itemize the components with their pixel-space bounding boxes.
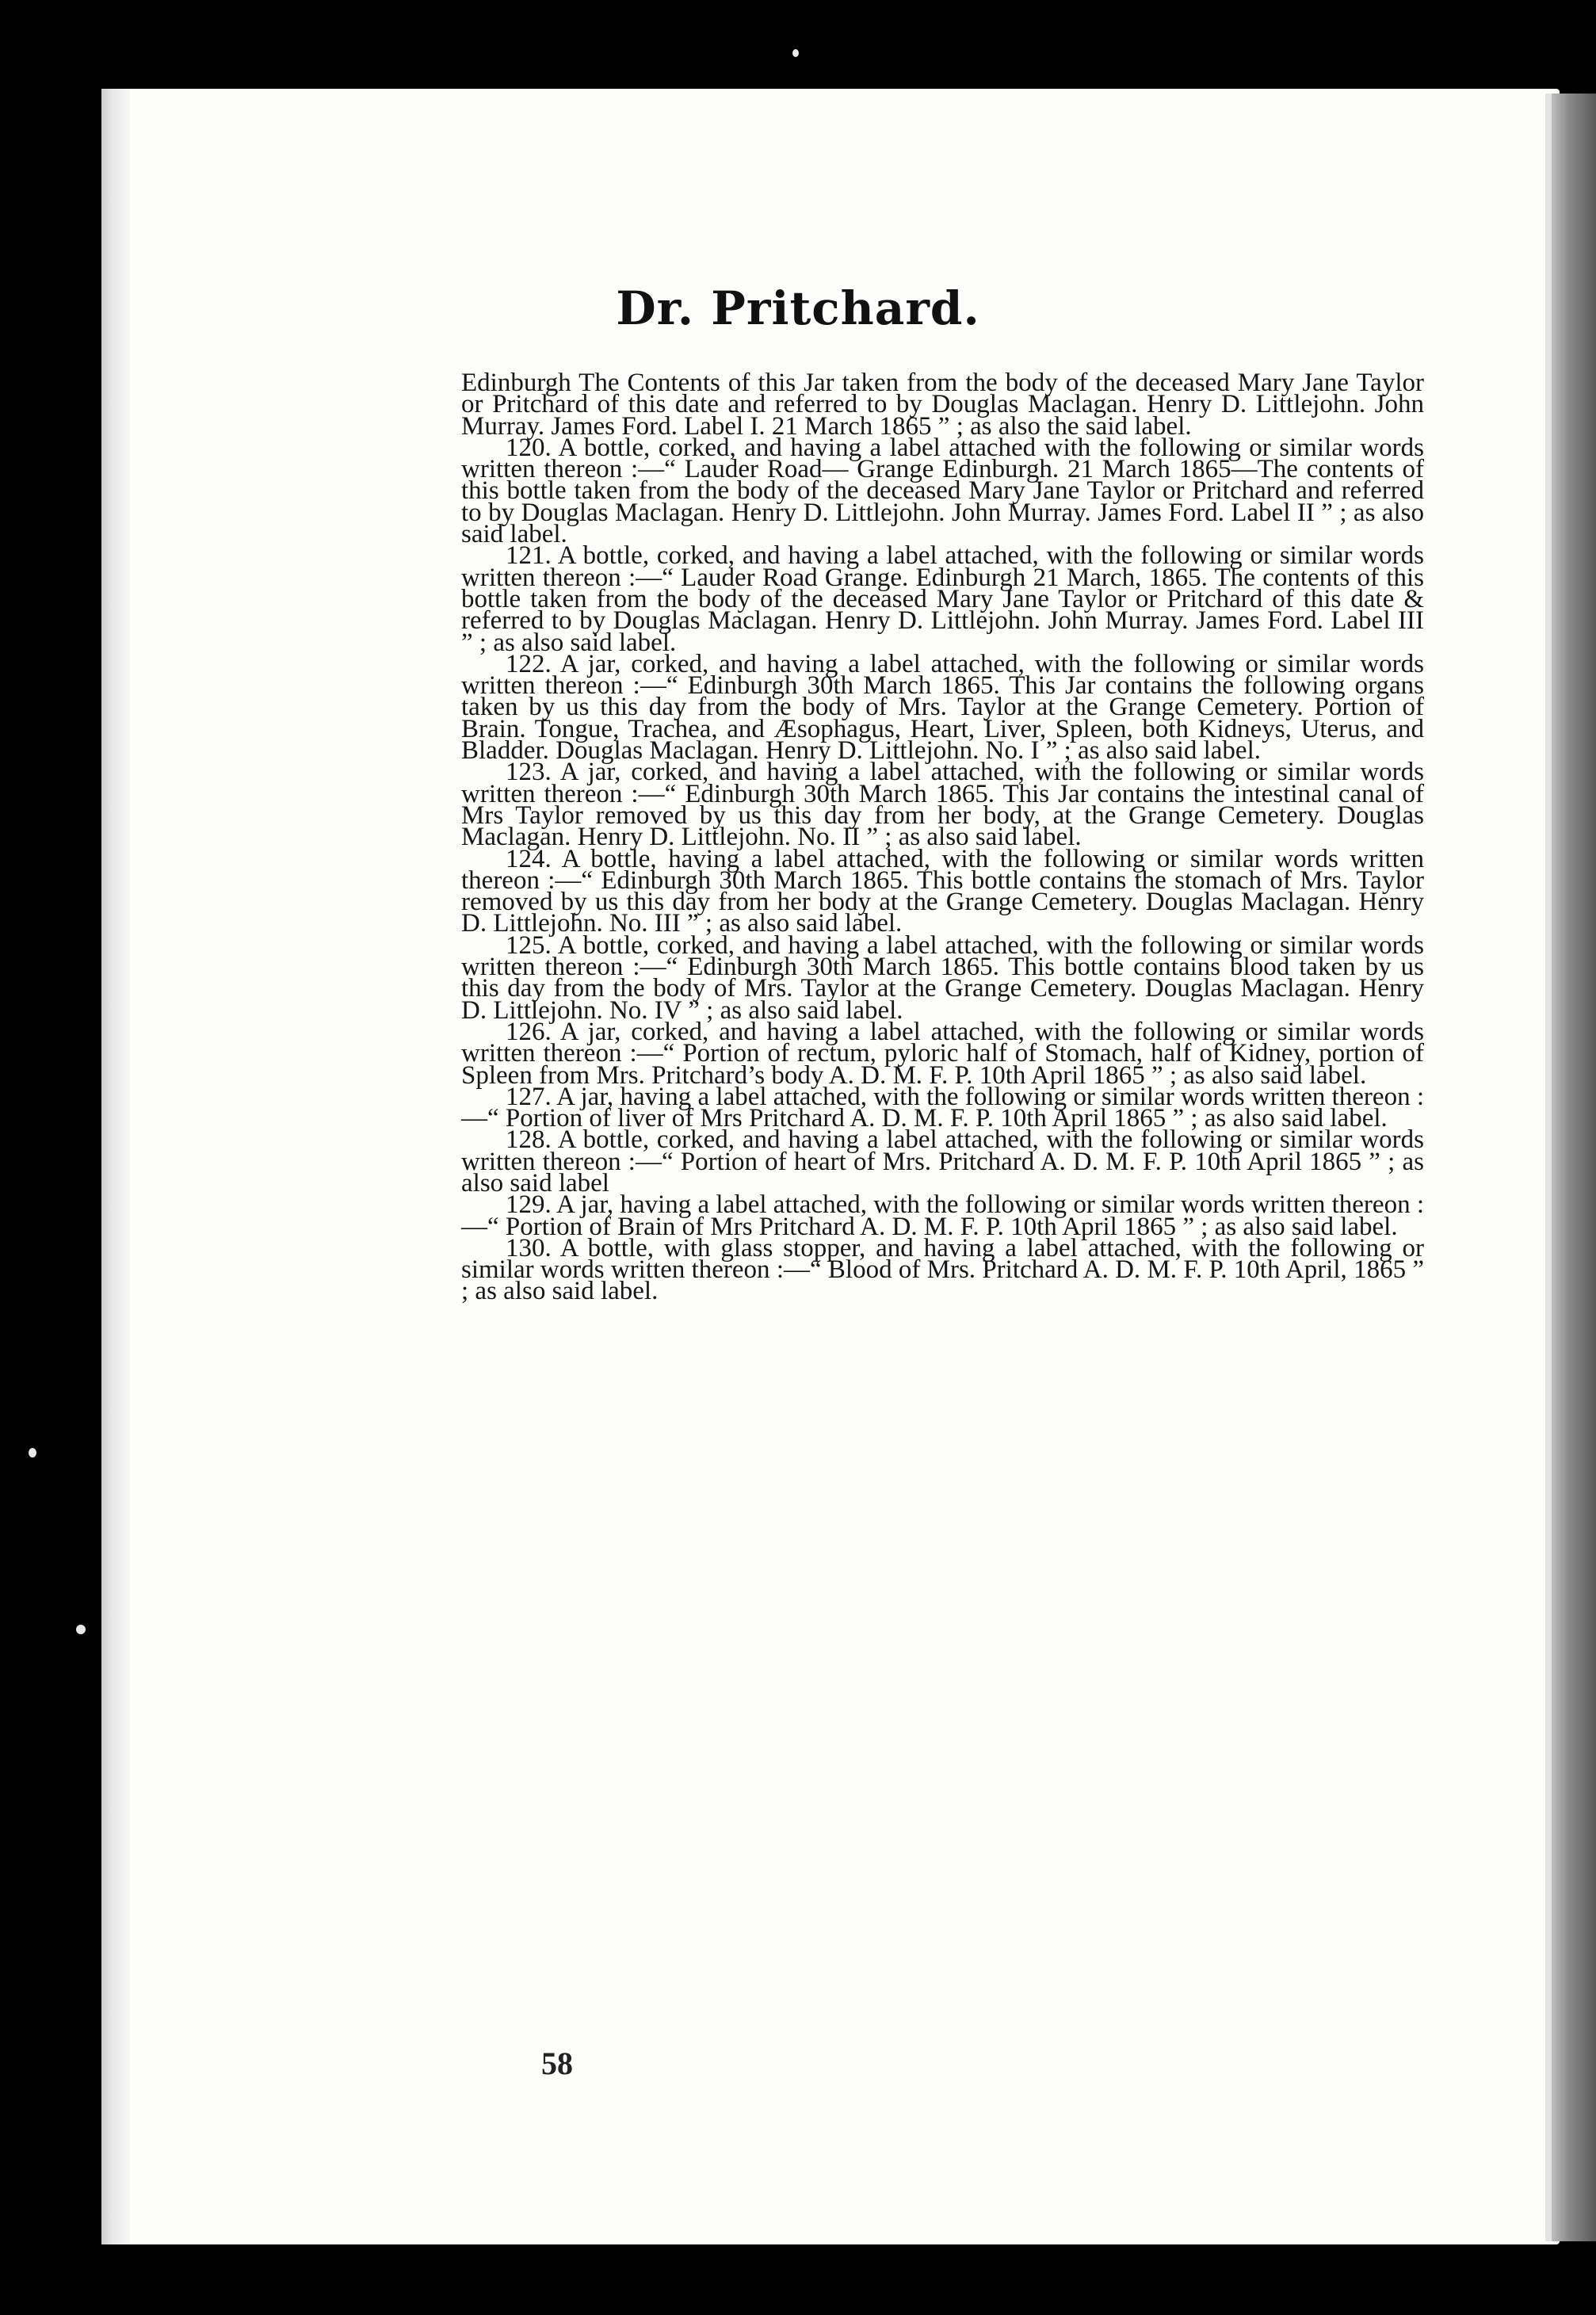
paragraph-item-123: 123. A jar, corked, and having a label attached, with the following or similar words written thereon :—“ Edinburgh 30th March 1865. This Jar contains the intestinal canal of Mrs Taylor removed by us this day from her body, at the Grange Cemetery. Douglas Maclagan. Henry D. Littlejohn. No. II ” ; as also said label. — [461, 758, 1424, 852]
page-number: 58 — [541, 2046, 573, 2081]
body-text — [461, 369, 1424, 1306]
page-edge-shadow — [1552, 94, 1596, 2241]
dust-speck — [29, 1448, 36, 1457]
paragraph-continuation: Edinburgh The Contents of this Jar taken from the body of the deceased Mary Jane Taylor or Pritchard of this date and referred to by Douglas Maclagan. Henry D. Littlejohn. John Murray. James Ford. Label I. 21 March 1865 ” ; as also the said label. — [461, 369, 1424, 441]
paragraph-item-125: 125. A bottle, corked, and having a label attached, with the following or similar words written thereon :—“ Edinburgh 30th March 1865. This bottle contains blood taken by us this day from the body of Mrs. Taylor at the Grange Cemetery. Douglas Maclagan. Henry D. Littlejohn. No. IV ” ; as also said label. — [461, 930, 1424, 1025]
paragraph-item-127: 127. A jar, having a label attached, with the following or similar words written thereon :—“ Portion of liver of Mrs Pritchard A. D. M. F. P. 10th April 1865 ” ; as also said label. — [461, 1082, 1424, 1133]
page-title: Dr. Pritchard. — [616, 281, 980, 335]
paragraph-item-126: 126. A jar, corked, and having a label attached, with the following or similar words written thereon :—“ Portion of rectum, pyloric half of Stomach, half of Kidney, portion of Spleen from Mrs. Pritchard’s body A. D. M. F. P. 10th April 1865 ” ; as also said label. — [461, 1017, 1424, 1090]
page-binding-shadow — [101, 89, 130, 2244]
paragraph-item-130: 130. A bottle, with glass stopper, and having a label attached, with the following or similar words written thereon :—“ Blood of Mrs. Pritchard A. D. M. F. P. 10th April, 1865 ” ; as also said label. — [461, 1233, 1424, 1306]
paragraph-item-129: 129. A jar, having a label attached, with the following or similar words written thereon :—“ Portion of Brain of Mrs Pritchard A. D. M. F. P. 10th April 1865 ” ; as also said label. — [461, 1190, 1424, 1241]
dust-speck — [76, 1625, 86, 1634]
paragraph-item-122: 122. A jar, corked, and having a label attached, with the following or similar words written thereon :—“ Edinburgh 30th March 1865. This Jar contains the following organs taken by us this day from the body of Mrs. Taylor at the Grange Cemetery. Portion of Brain. Tongue, Trachea, and Æsophagus, Heart, Liver, Spleen, both Kidneys, Uterus, and Bladder. Douglas Maclagan. Henry D. Littlejohn. No. I ” ; as also said label. — [461, 649, 1424, 766]
paragraph-item-121: 121. A bottle, corked, and having a label attached, with the following or similar words written thereon :—“ Lauder Road Grange. Edinburgh 21 March, 1865. The contents of this bottle taken from the body of the deceased Mary Jane Taylor or Pritchard of this date & referred to by Douglas Maclagan. Henry D. Littlejohn. John Murray. James Ford. Label III ” ; as also said label. — [461, 541, 1424, 657]
paragraph-item-120: 120. A bottle, corked, and having a label attached with the following or similar words written thereon :—“ Lauder Road— Grange Edinburgh. 21 March 1865—The contents of this bottle taken from the body of the deceased Mary Jane Taylor or Pritchard and referred to by Douglas Maclagan. Henry D. Littlejohn. John Murray. James Ford. Label II ” ; as also said label. — [461, 433, 1424, 549]
paragraph-item-128: 128. A bottle, corked, and having a label attached, with the following or similar words written thereon :—“ Portion of heart of Mrs. Pritchard A. D. M. F. P. 10th April 1865 ” ; as also said label — [461, 1125, 1424, 1198]
dust-speck — [792, 49, 799, 57]
paragraph-item-124: 124. A bottle, having a label attached, with the following or similar words written thereon :—“ Edinburgh 30th March 1865. This bottle contains the stomach of Mrs. Taylor removed by us this day from her body at the Grange Cemetery. Douglas Maclagan. Henry D. Littlejohn. No. III ” ; as also said label. — [461, 844, 1424, 938]
